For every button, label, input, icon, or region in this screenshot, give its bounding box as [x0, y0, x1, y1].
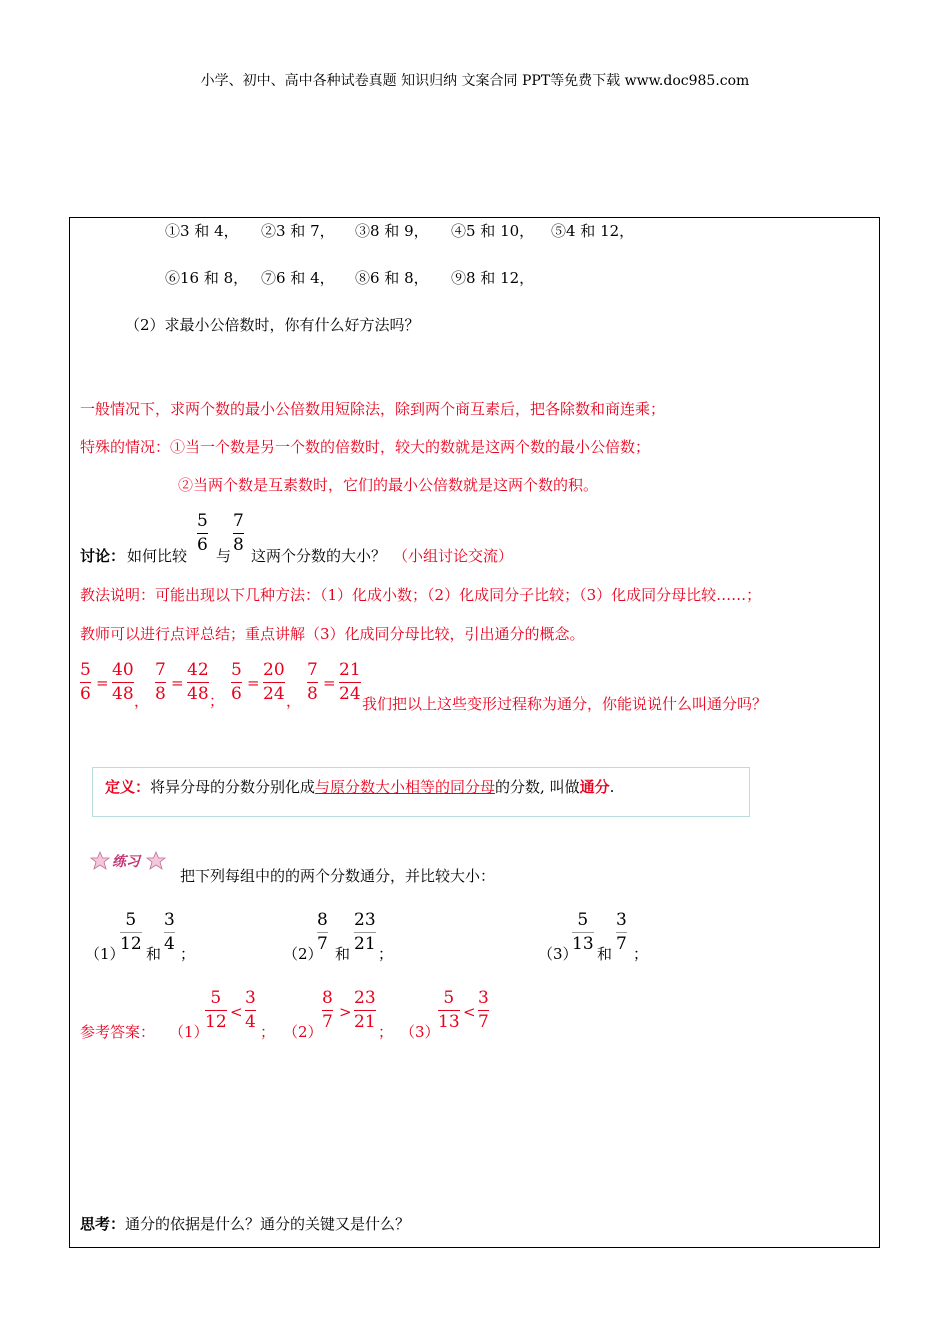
pair-item: ⑨8 和 12，	[451, 269, 535, 287]
answer-item-label: （2）	[283, 1023, 323, 1041]
equals-sign: =	[96, 674, 109, 692]
definition-text: 定义：将异分母的分数分别化成与原分数大小相等的同分母的分数, 叫做通分.	[105, 778, 615, 796]
definition-term: 通分	[579, 778, 610, 796]
question-2: （2）求最小公倍数时，你有什么好方法吗？	[125, 316, 420, 334]
pair-item: ⑦6 和 4，	[261, 269, 335, 287]
fraction: 40 48	[112, 660, 134, 704]
rule-special-2: ②当两个数是互素数时，它们的最小公倍数就是这两个数的积。	[178, 476, 599, 494]
discussion-text: 这两个分数的大小？	[251, 547, 387, 565]
separator: ，	[134, 692, 150, 710]
definition-underlined: 与原分数大小相等的同分母	[315, 778, 496, 796]
page-header: 小学、初中、高中各种试卷真题 知识归纳 文案合同 PPT等免费下载 www.doc985.com	[200, 73, 750, 89]
fraction: 5 6	[231, 660, 242, 704]
semicolon: ；	[378, 945, 394, 963]
and-text: 和	[335, 945, 351, 963]
think-label: 思考：	[80, 1215, 126, 1233]
fraction: 21 24	[339, 660, 361, 704]
method-note-1: 教法说明：可能出现以下几种方法：（1）化成小数；（2）化成同分子比较；（3）化成同分母比较……；	[80, 586, 762, 604]
pair-item: ⑤4 和 12，	[551, 222, 635, 240]
pair-item: ⑧6 和 8，	[355, 269, 429, 287]
fraction: 20 24	[263, 660, 285, 704]
compare-sign: <	[463, 1003, 476, 1021]
separator: ；	[209, 692, 225, 710]
practice-label: （3）	[538, 945, 578, 963]
fraction: 8 7	[317, 910, 328, 954]
think-question: 思考：通分的依据是什么？通分的关键又是什么？	[80, 1215, 411, 1233]
pair-item: ③8 和 9，	[355, 222, 429, 240]
semicolon: ；	[180, 945, 196, 963]
fraction: 5 13	[572, 910, 594, 954]
pair-item: ②3 和 7，	[261, 222, 335, 240]
semicolon: ；	[633, 945, 649, 963]
answer-item-label: （3）	[400, 1023, 440, 1041]
definition-label: 定义：	[105, 778, 151, 796]
fraction-7-8: 7 8	[233, 511, 244, 555]
fraction: 7 8	[155, 660, 166, 704]
and-text: 和	[146, 945, 162, 963]
compare-sign: >	[339, 1003, 352, 1021]
practice-instruction: 把下列每组中的的两个分数通分，并比较大小：	[180, 867, 496, 885]
fraction: 5 12	[205, 988, 227, 1032]
fraction: 5 13	[438, 988, 460, 1032]
fraction: 23 21	[354, 910, 376, 954]
fraction: 3 7	[478, 988, 489, 1032]
separator: ，	[286, 692, 302, 710]
answer-item-label: （1）	[169, 1023, 209, 1041]
fraction: 8 7	[322, 988, 333, 1032]
rule-general: 一般情况下，求两个数的最小公倍数用短除法，除到两个商互素后，把各除数和商连乘；	[80, 400, 666, 418]
equals-sign: =	[171, 674, 184, 692]
compare-sign: <	[230, 1003, 243, 1021]
discussion-text: 与	[216, 547, 232, 565]
discussion-note: （小组讨论交流）	[393, 547, 514, 565]
discussion-text: 如何比较	[127, 547, 188, 565]
method-note-2: 教师可以进行点评总结；重点讲解（3）化成同分母比较，引出通分的概念。	[80, 625, 585, 643]
fraction: 5 12	[120, 910, 142, 954]
fraction: 7 8	[307, 660, 318, 704]
rule-special-1: 特殊的情况：①当一个数是另一个数的倍数时，较大的数就是这两个数的最小公倍数；	[80, 438, 651, 456]
tongfen-question: 我们把以上这些变形过程称为通分，你能说说什么叫通分吗？	[362, 695, 768, 713]
answer-separator: ；	[378, 1023, 394, 1041]
practice-badge-label: 练习	[112, 854, 140, 870]
practice-label: （2）	[283, 945, 323, 963]
fraction: 3 7	[616, 910, 627, 954]
equals-sign: =	[247, 674, 260, 692]
fraction: 23 21	[354, 988, 376, 1032]
pair-item: ④5 和 10，	[451, 222, 535, 240]
pair-item: ①3 和 4，	[165, 222, 239, 240]
practice-label: （1）	[85, 945, 125, 963]
answer-separator: ；	[260, 1023, 276, 1041]
fraction: 3 4	[164, 910, 175, 954]
practice-badge	[90, 850, 170, 872]
and-text: 和	[597, 945, 613, 963]
equals-sign: =	[323, 674, 336, 692]
fraction: 3 4	[245, 988, 256, 1032]
fraction: 5 6	[80, 660, 91, 704]
fraction-5-6: 5 6	[197, 511, 208, 555]
fraction: 42 48	[187, 660, 209, 704]
content-frame	[69, 217, 880, 1248]
discussion-label: 讨论：	[80, 547, 126, 565]
pair-item: ⑥16 和 8，	[165, 269, 249, 287]
answer-label: 参考答案：	[80, 1023, 156, 1041]
